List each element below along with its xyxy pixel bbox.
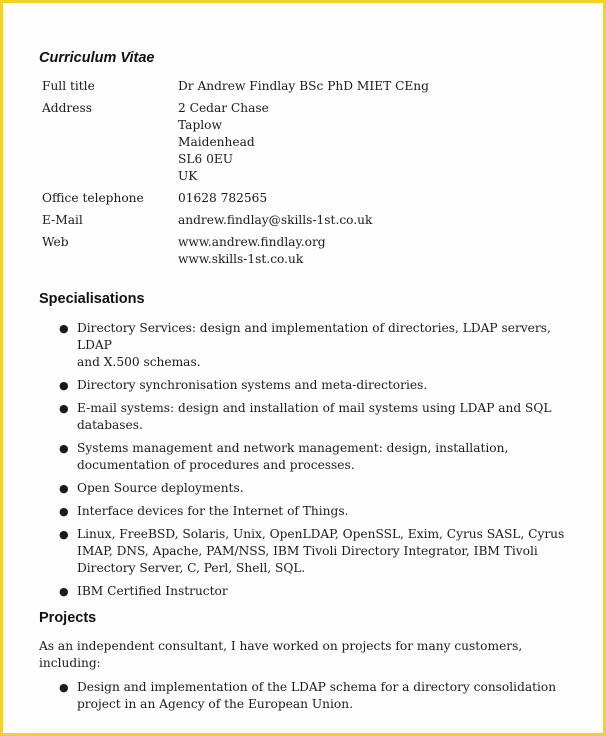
list-item-line: Directory Services: design and implementation of directories, LDAP servers, LDAP	[77, 321, 551, 352]
info-label: Full title	[42, 79, 95, 93]
list-item-line: IBM Certified Instructor	[77, 584, 228, 598]
info-value	[178, 190, 579, 207]
info-value-line: 2 Cedar Chase	[178, 101, 269, 115]
info-value-line: Taplow	[178, 118, 222, 132]
list-item-line: IMAP, DNS, Apache, PAM/NSS, IBM Tivoli Directory Integrator, IBM Tivoli	[77, 544, 538, 558]
list-item-line: Directory synchronisation systems and meta-directories.	[77, 378, 428, 392]
specialisations-heading: Specialisations	[39, 291, 145, 307]
list-item	[59, 526, 579, 577]
personal-info-table	[42, 78, 579, 268]
info-value-line: andrew.findlay@skills-1st.co.uk	[178, 213, 373, 227]
info-value-line: SL6 0EU	[178, 152, 233, 166]
info-value-line: Maidenhead	[178, 135, 255, 149]
info-value-line: UK	[178, 169, 198, 183]
info-value	[178, 234, 579, 268]
info-value-line: 01628 782565	[178, 191, 268, 205]
projects-heading: Projects	[39, 610, 97, 626]
bullet-icon: ●	[59, 585, 69, 598]
list-item-line: and X.500 schemas.	[77, 355, 201, 369]
list-item	[59, 583, 579, 600]
list-item-line: documentation of procedures and processes.	[77, 458, 355, 472]
info-label: Web	[42, 235, 69, 249]
specialisations-list	[39, 320, 579, 600]
bullet-icon: ●	[59, 322, 69, 335]
bullet-icon: ●	[59, 402, 69, 415]
bullet-icon: ●	[59, 681, 69, 694]
info-value	[178, 78, 579, 95]
info-value-line: www.skills-1st.co.uk	[178, 252, 304, 266]
list-item-line: project in an Agency of the European Union.	[77, 697, 353, 711]
bullet-icon: ●	[59, 379, 69, 392]
info-label: E-Mail	[42, 213, 83, 227]
projects-list	[39, 679, 579, 713]
info-value	[178, 100, 579, 185]
bullet-icon: ●	[59, 505, 69, 518]
info-label: Office telephone	[42, 191, 144, 205]
info-value	[178, 212, 579, 229]
list-item	[59, 377, 579, 394]
list-item-line: Interface devices for the Internet of Things.	[77, 504, 349, 518]
list-item	[59, 320, 579, 371]
list-item	[59, 400, 579, 434]
bullet-icon: ●	[59, 442, 69, 455]
bullet-icon: ●	[59, 482, 69, 495]
list-item-line: Design and implementation of the LDAP schema for a directory consolidation	[77, 680, 557, 694]
list-item	[59, 503, 579, 520]
list-item-line: Systems management and network management: design, installation,	[77, 441, 509, 455]
list-item-line: Directory Server, C, Perl, Shell, SQL.	[77, 561, 306, 575]
cv-heading: Curriculum Vitae	[39, 50, 155, 66]
list-item-line: databases.	[77, 418, 143, 432]
info-label: Address	[42, 101, 92, 115]
info-value-line: Dr Andrew Findlay BSc PhD MIET CEng	[178, 79, 429, 93]
list-item	[59, 679, 579, 713]
list-item-line: E-mail systems: design and installation of mail systems using LDAP and SQL	[77, 401, 552, 415]
list-item	[59, 480, 579, 497]
cv-document	[39, 50, 579, 719]
bullet-icon: ●	[59, 528, 69, 541]
list-item-line: Open Source deployments.	[77, 481, 244, 495]
list-item	[59, 440, 579, 474]
projects-intro: As an independent consultant, I have worked on projects for many customers, including:	[39, 639, 523, 670]
info-value-line: www.andrew.findlay.org	[178, 235, 326, 249]
list-item-line: Linux, FreeBSD, Solaris, Unix, OpenLDAP, OpenSSL, Exim, Cyrus SASL, Cyrus	[77, 527, 565, 541]
